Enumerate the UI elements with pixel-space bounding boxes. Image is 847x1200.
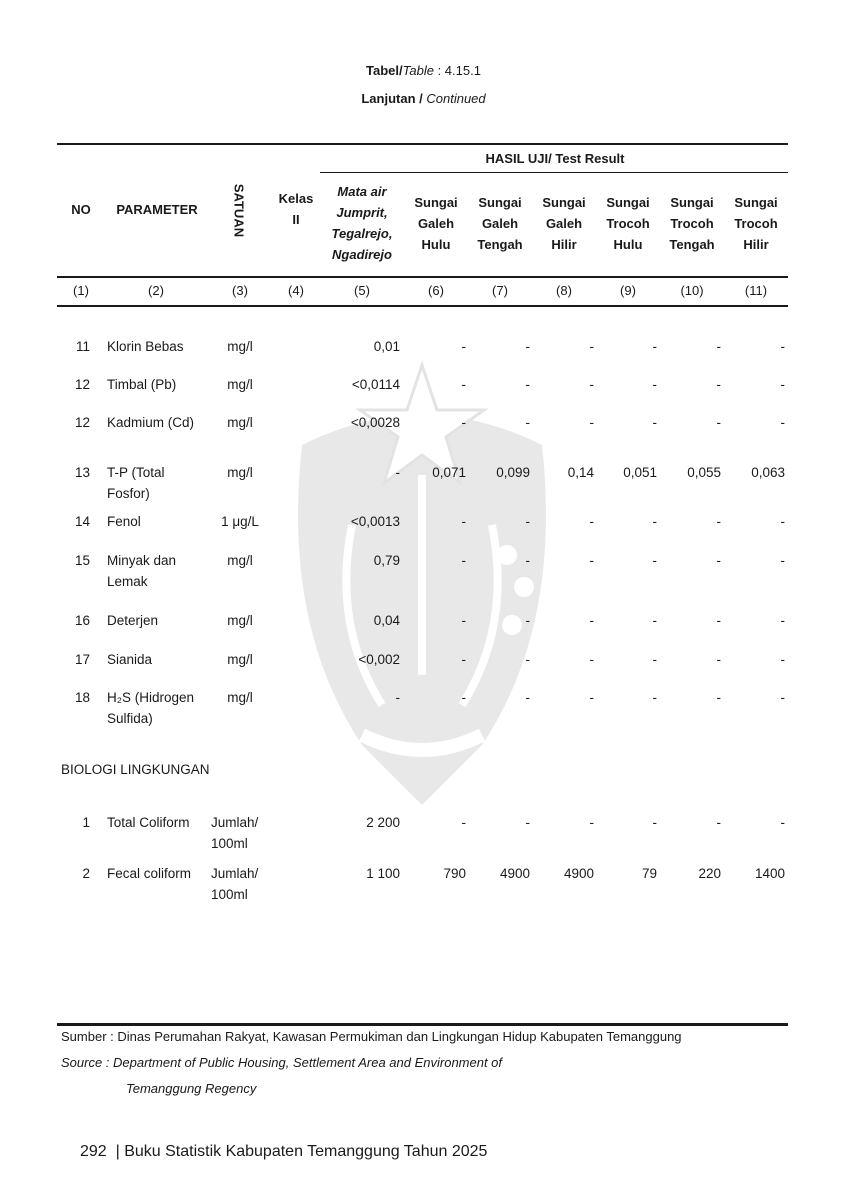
kelas-line: II — [292, 212, 300, 227]
cell-v9: - — [652, 339, 657, 354]
row-number: 18 — [74, 690, 90, 705]
cell-v7: - — [525, 514, 530, 529]
cell-v5: 2 200 — [366, 815, 400, 830]
parameter-line: Fenol — [107, 514, 141, 529]
col11-line: Hilir — [743, 237, 769, 252]
unit-line: Jumlah/ — [211, 866, 259, 881]
row-parameter — [107, 511, 212, 532]
kelas-header — [276, 188, 316, 230]
no-header: NO — [71, 202, 91, 217]
page-footer: 292 | Buku Statistik Kabupaten Temanggung Tahun 2025 — [80, 1143, 488, 1160]
cell-v6: - — [461, 815, 466, 830]
cell-v6: - — [461, 553, 466, 568]
parameter-line: Minyak dan — [107, 553, 177, 568]
col8-header — [536, 192, 592, 255]
cell-v11: - — [780, 377, 785, 392]
row-number: 17 — [74, 652, 90, 667]
row-number: 12 — [74, 377, 90, 392]
row-parameter — [107, 863, 212, 884]
row-parameter — [107, 687, 212, 729]
group-rule — [320, 172, 788, 173]
cell-v6: - — [461, 339, 466, 354]
col6-line: Hulu — [421, 237, 451, 252]
col10-line: Tengah — [669, 237, 715, 252]
cell-v8: - — [589, 415, 594, 430]
cell-v6: - — [461, 613, 466, 628]
col7-line: Galeh — [481, 216, 519, 231]
col6-line: Sungai — [414, 195, 458, 210]
row-number: 12 — [74, 415, 90, 430]
cell-v9: - — [652, 415, 657, 430]
parameter-line: Total Coliform — [107, 815, 190, 830]
cell-v10: - — [716, 377, 721, 392]
table-number: : 4.15.1 — [433, 63, 481, 78]
source-id: Sumber : Dinas Perumahan Rakyat, Kawasan Permukiman dan Lingkungan Hidup Kabupaten Temanggung — [61, 1029, 682, 1044]
kelas-line: Kelas — [278, 191, 314, 206]
cell-v6: - — [461, 514, 466, 529]
row-parameter — [107, 649, 212, 670]
col5-header — [322, 181, 402, 265]
col8-line: Sungai — [542, 195, 586, 210]
row-unit: mg/l — [227, 613, 253, 628]
parameter-line: Timbal (Pb) — [107, 377, 177, 392]
cell-v10: - — [716, 652, 721, 667]
cell-v11: - — [780, 553, 785, 568]
cell-v7: - — [525, 339, 530, 354]
cell-v8: - — [589, 553, 594, 568]
parameter-line: Sulfida) — [107, 711, 153, 726]
col7-header — [470, 192, 530, 255]
colnum: (10) — [680, 283, 704, 298]
row-parameter — [107, 374, 212, 395]
colnum: (2) — [148, 283, 164, 298]
colnum: (11) — [744, 283, 768, 298]
cell-v8: - — [589, 377, 594, 392]
col5-line: Ngadirejo — [332, 247, 392, 262]
source-en-cont — [126, 1081, 256, 1096]
source-en-line1: Source : Department of Public Housing, Settlement Area and Environment of — [61, 1055, 503, 1070]
row-unit: mg/l — [227, 339, 253, 354]
cell-v5: <0,0114 — [351, 377, 400, 392]
row-unit — [211, 863, 281, 905]
unit-line: 100ml — [211, 836, 248, 851]
row-parameter — [107, 550, 212, 592]
col10-line: Trocoh — [670, 216, 714, 231]
cell-v5: 1 100 — [366, 866, 400, 881]
cell-v11: 0,063 — [751, 465, 785, 480]
cell-v9: - — [652, 514, 657, 529]
row-unit: mg/l — [227, 415, 253, 430]
colnum: (1) — [73, 283, 89, 298]
cell-v11: - — [780, 652, 785, 667]
source-en-line2: Temanggung Regency — [126, 1081, 257, 1096]
parameter-line: Lemak — [107, 574, 148, 589]
col9-line: Hulu — [613, 237, 643, 252]
row-parameter — [107, 610, 212, 631]
parameter-line: Fosfor) — [107, 486, 150, 501]
cell-v10: 0,055 — [687, 465, 721, 480]
cell-v9: 0,051 — [623, 465, 657, 480]
row-unit: mg/l — [227, 553, 253, 568]
cell-v9: - — [652, 652, 657, 667]
cell-v11: 1400 — [754, 866, 785, 881]
cell-v10: - — [716, 339, 721, 354]
colnum: (4) — [288, 283, 304, 298]
table-top-rule — [57, 143, 788, 145]
cell-v10: - — [716, 415, 721, 430]
cell-v9: - — [652, 690, 657, 705]
cell-v8: - — [589, 514, 594, 529]
row-parameter — [107, 336, 212, 357]
col11-line: Sungai — [734, 195, 778, 210]
row-unit: mg/l — [227, 690, 253, 705]
colnum: (7) — [492, 283, 508, 298]
row-number: 16 — [74, 613, 90, 628]
row-number: 2 — [82, 866, 90, 881]
section-title-biology: BIOLOGI LINGKUNGAN — [61, 762, 210, 777]
cell-v9: - — [652, 553, 657, 568]
cell-v10: - — [716, 514, 721, 529]
row-unit: mg/l — [227, 377, 253, 392]
cell-v11: - — [780, 815, 785, 830]
row-parameter — [107, 812, 212, 833]
cell-v9: - — [652, 613, 657, 628]
parameter-line: Deterjen — [107, 613, 159, 628]
cell-v6: - — [461, 690, 466, 705]
cell-v7: 0,099 — [496, 465, 530, 480]
col5-line: Mata air — [337, 184, 387, 199]
cell-v10: - — [716, 613, 721, 628]
table-label: Tabel/ — [366, 63, 403, 78]
cell-v7: - — [525, 415, 530, 430]
parameter-line: Kadmium (Cd) — [107, 415, 195, 430]
cell-v8: - — [589, 815, 594, 830]
colnum: (9) — [620, 283, 636, 298]
cell-v6: - — [461, 377, 466, 392]
col9-header — [598, 192, 658, 255]
table-title — [0, 63, 847, 78]
cell-v9: - — [652, 377, 657, 392]
continued-label: Lanjutan / — [361, 91, 427, 106]
colnum: (5) — [354, 283, 370, 298]
cell-v10: - — [716, 815, 721, 830]
cell-v7: - — [525, 553, 530, 568]
satuan-header: SATUAN — [231, 183, 247, 238]
cell-v6: - — [461, 415, 466, 430]
cell-v5: 0,79 — [373, 553, 400, 568]
cell-v7: - — [525, 377, 530, 392]
cell-v11: - — [780, 690, 785, 705]
parameter-header: PARAMETER — [116, 202, 198, 217]
cell-v7: - — [525, 652, 530, 667]
colnum: (3) — [232, 283, 248, 298]
cell-v5: <0,0028 — [350, 415, 400, 430]
cell-v7: 4900 — [499, 866, 530, 881]
cell-v5: 0,01 — [373, 339, 400, 354]
cell-v11: - — [780, 514, 785, 529]
col5-line: Tegalrejo, — [331, 226, 393, 241]
cell-v7: - — [525, 815, 530, 830]
cell-v10: - — [716, 690, 721, 705]
col8-line: Hilir — [551, 237, 577, 252]
col11-line: Trocoh — [734, 216, 778, 231]
col9-line: Sungai — [606, 195, 650, 210]
cell-v8: 4900 — [563, 866, 594, 881]
cell-v5: <0,0013 — [350, 514, 400, 529]
parameter-line: Sianida — [107, 652, 153, 667]
parameter-line: T-P (Total — [107, 465, 165, 480]
cell-v7: - — [525, 613, 530, 628]
cell-v5: - — [395, 690, 400, 705]
col6-header — [408, 192, 464, 255]
cell-v9: - — [652, 815, 657, 830]
row-number: 15 — [74, 553, 90, 568]
colnum: (8) — [556, 283, 572, 298]
col10-line: Sungai — [670, 195, 714, 210]
row-number: 11 — [75, 339, 90, 354]
cell-v10: 220 — [698, 866, 721, 881]
table-subtitle — [0, 91, 847, 106]
cell-v11: - — [780, 339, 785, 354]
cell-v6: 790 — [443, 866, 466, 881]
result-group-header: HASIL UJI/ Test Result — [485, 151, 625, 166]
table-bottom-rule — [57, 1023, 788, 1026]
cell-v11: - — [780, 415, 785, 430]
cell-v9: 79 — [641, 866, 657, 881]
parameter-line: H₂S (Hidrogen — [107, 690, 195, 705]
cell-v11: - — [780, 613, 785, 628]
cell-v5: - — [395, 465, 400, 480]
row-unit — [211, 812, 281, 854]
col6-line: Galeh — [417, 216, 455, 231]
cell-v6: - — [461, 652, 466, 667]
row-number: 13 — [74, 465, 90, 480]
cell-v8: - — [589, 339, 594, 354]
row-number: 14 — [74, 514, 90, 529]
col5-line: Jumprit, — [336, 205, 388, 220]
row-unit: mg/l — [227, 465, 253, 480]
col7-line: Tengah — [477, 237, 523, 252]
colnum: (6) — [428, 283, 444, 298]
row-parameter — [107, 462, 212, 504]
col11-header — [726, 192, 786, 255]
row-parameter — [107, 412, 212, 433]
cell-v8: - — [589, 690, 594, 705]
row-unit: mg/l — [227, 652, 253, 667]
unit-line: 100ml — [211, 887, 248, 902]
cell-v10: - — [716, 553, 721, 568]
row-unit: 1 μg/L — [221, 514, 259, 529]
col8-line: Galeh — [545, 216, 583, 231]
table-label-en: Table — [402, 63, 434, 78]
header-bottom-rule — [57, 276, 788, 278]
col9-line: Trocoh — [606, 216, 650, 231]
cell-v8: - — [589, 613, 594, 628]
row-number: 1 — [82, 815, 90, 830]
parameter-line: Klorin Bebas — [107, 339, 184, 354]
cell-v6: 0,071 — [432, 465, 466, 480]
emblem-watermark-icon — [262, 325, 582, 825]
source-en — [61, 1055, 502, 1070]
cell-v5: 0,04 — [373, 613, 400, 628]
continued-label-en: Continued — [426, 91, 486, 106]
cell-v5: <0,002 — [358, 652, 400, 667]
cell-v8: - — [589, 652, 594, 667]
col10-header — [662, 192, 722, 255]
col7-line: Sungai — [478, 195, 522, 210]
parameter-line: Fecal coliform — [107, 866, 192, 881]
unit-line: Jumlah/ — [211, 815, 259, 830]
cell-v8: 0,14 — [567, 465, 594, 480]
cell-v7: - — [525, 690, 530, 705]
colnum-bottom-rule — [57, 305, 788, 307]
